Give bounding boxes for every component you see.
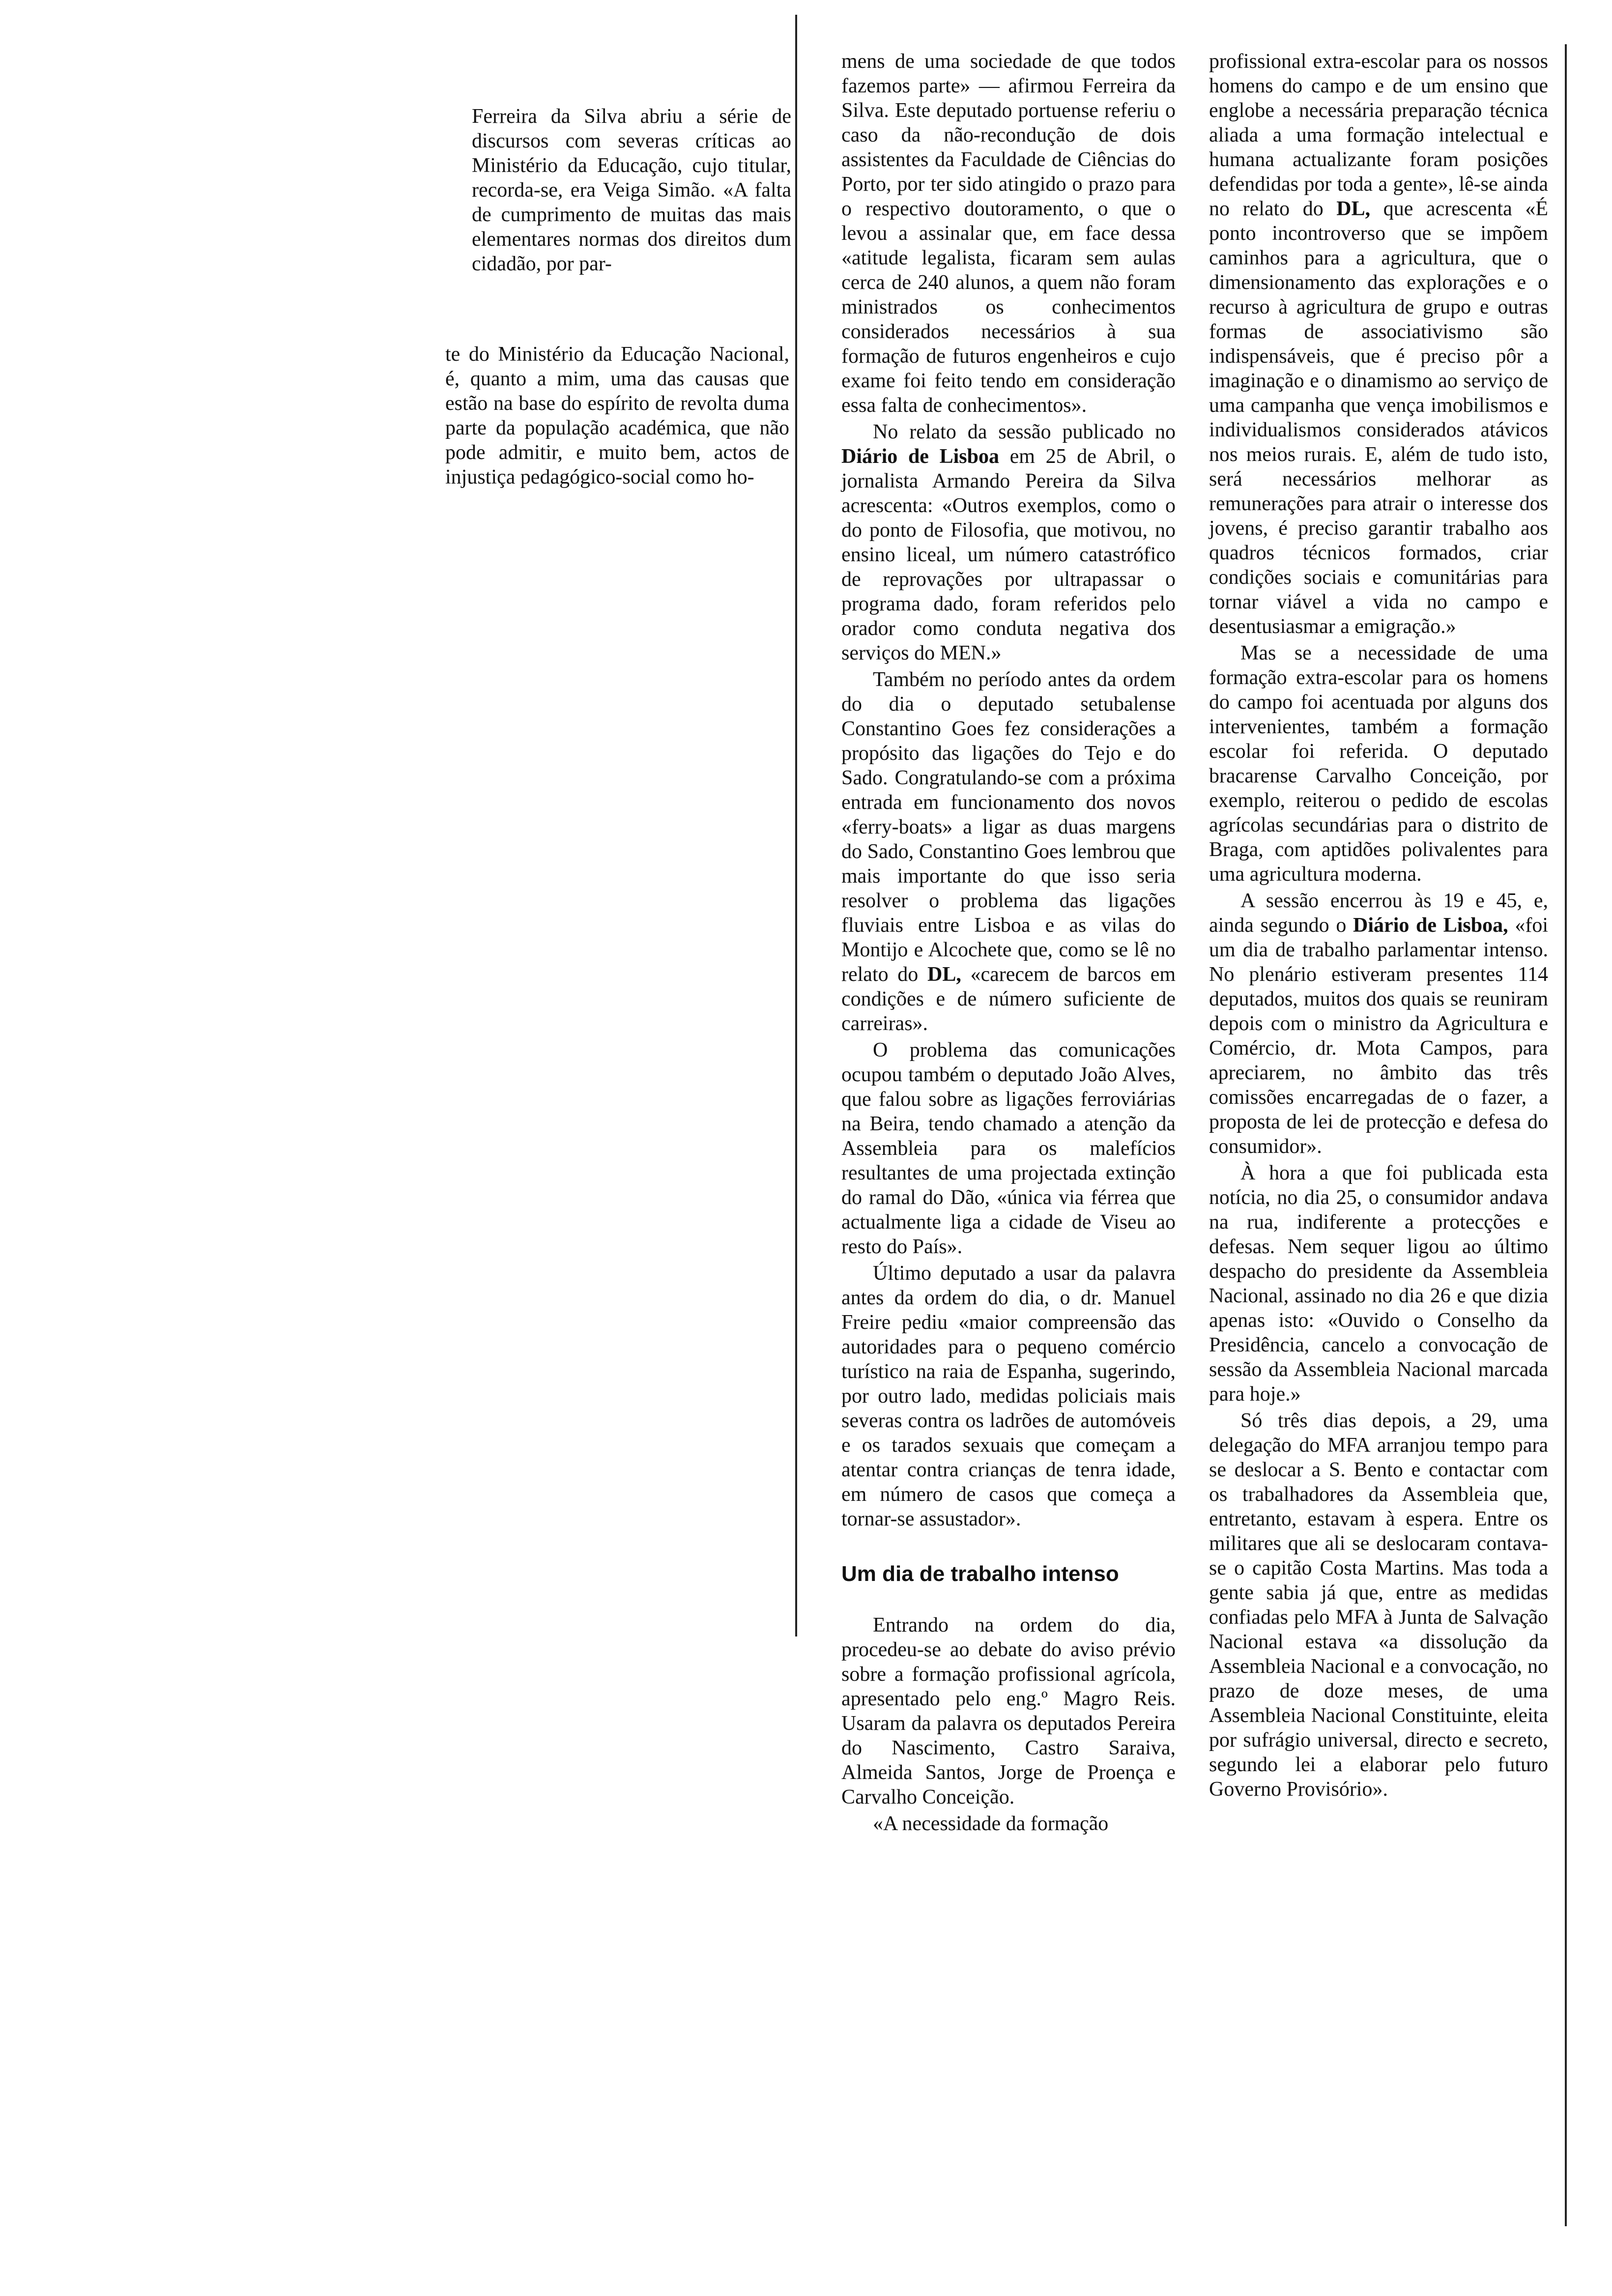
newspaper-name: Diário de Lisboa	[841, 445, 999, 468]
text-run: em 25 de Abril, o jornalista Armando Pereira da Silva acrescenta: «Outros exemplos, como o do ponto de Filosofia, que motivou, no ensino liceal, um número catastrófico de reprovações por ultrapassar o programa dado, foram referidos pelo orador como conduta negativa dos serviços do MEN.»	[841, 445, 1176, 664]
newspaper-abbrev: DL,	[927, 963, 961, 986]
text-run: que acrescenta «É ponto incontroverso que se impõem caminhos para a agricultura, que o dimensionamento das explorações e o recurso à agricultura de grupo e outras formas de associativismo são indispensáveis, que é preciso pôr a imaginação e o dinamismo ao serviço de uma campanha que vença imobilismos e individualismos considerados atávicos nos meios rurais. E, além de tudo isto, será necessários melhorar as remunerações para atrair o interesse dos jovens, é preciso garantir trabalho aos quadros técnicos formados, criar condições sociais e comunitárias para tornar viável a vida no campo e desentusiasmar a emigração.»	[1209, 198, 1548, 638]
text-run: No relato da sessão publicado no	[873, 421, 1176, 443]
text-run: «foi um dia de trabalho parlamentar intenso. No plenário estiveram presentes 114 deputados, muitos dos quais se reuniram depois com o ministro da Agricultura e Comércio, dr. Mota Campos, para apreciarem, no âmbito das três comissões encarregadas de o fazer, a proposta de lei de protecção e defesa do consumidor».	[1209, 914, 1548, 1158]
paragraph	[1209, 889, 1548, 1159]
left-column-block-a	[472, 104, 791, 276]
paragraph: O problema das comunicações ocupou também o deputado João Alves, que falou sobre as ligações ferroviárias na Beira, tendo chamado a atenção da Assembleia para os malefícios resultantes de uma projectada extinção do ramal do Dão, «única via férrea que actualmente liga a cidade de Viseu ao resto do País».	[841, 1039, 1176, 1258]
paragraph: Ferreira da Silva abriu a série de discursos com severas críticas ao Ministério da Educação, cujo titular, recorda-se, era Veiga Simão. «A falta de cumprimento de muitas das mais elementares normas dos direitos dum cidadão, por par-	[472, 105, 791, 275]
paragraph: «A necessidade da formação	[873, 1812, 1109, 1835]
paragraph: Último deputado a usar da palavra antes da ordem do dia, o dr. Manuel Freire pediu «maior compreensão das autoridades para o pequeno comércio turístico na raia de Espanha, sugerindo, por outro lado, medidas policiais mais severas contra os ladrões de automóveis e os tarados sexuais que começam a atentar contra crianças de tenra idade, em número de casos que começa a tornar-se assustador».	[841, 1262, 1176, 1530]
paragraph: mens de uma sociedade de que todos fazemos parte» — afirmou Ferreira da Silva. Este deputado portuense referiu o caso da não-recondução de dois assistentes da Faculdade de Ciências do Porto, por ter sido atingido o prazo para o respectivo doutoramento, o que o levou a assinalar que, em face dessa «atitude legalista, ficaram sem aulas cerca de 240 alunos, a quem não foram ministrados os conhecimentos considerados necessários à sua formação de futuros engenheiros e cujo exame foi feito tendo em consideração essa falta de conhecimentos».	[841, 50, 1176, 417]
newspaper-abbrev: DL,	[1336, 198, 1371, 220]
text-run: Também no período antes da ordem do dia o deputado setubalense Constantino Goes fez considerações a propósito das ligações do Tejo e do Sado. Congratulando-se com a próxima entrada em funcionamento dos novos «ferry-boats» a ligar as duas margens do Sado, Constantino Goes lembrou que mais importante do que isso seria resolver o problema das ligações fluviais entre Lisboa e as vilas do Montijo e Alcochete que, como se lê no relato do	[841, 668, 1176, 986]
paragraph	[1209, 49, 1548, 639]
paragraph: Entrando na ordem do dia, procedeu-se ao debate do aviso prévio sobre a formação profissional agrícola, apresentado pelo eng.º Magro Reis. Usaram da palavra os deputados Pereira do Nascimento, Castro Saraiva, Almeida Santos, Jorge de Proença e Carvalho Conceição.	[841, 1614, 1176, 1808]
paragraph	[841, 667, 1176, 1036]
column-rule-right	[1565, 44, 1567, 2226]
paragraph: À hora a que foi publicada esta notícia, no dia 25, o consumidor andava na rua, indiferente a protecções e defesas. Nem sequer ligou ao último despacho do presidente da Assembleia Nacional, assinado no dia 26 e que dizia apenas isto: «Ouvido o Conselho da Presidência, cancelo a convocação de sessão da Assembleia Nacional marcada para hoje.»	[1209, 1162, 1548, 1406]
paragraph	[841, 420, 1176, 665]
middle-column	[841, 49, 1176, 1836]
paragraph: Só três dias depois, a 29, uma delegação do MFA arranjou tempo para se deslocar a S. Bento e contactar com os trabalhadores da Assembleia que, entretanto, estavam à espera. Entre os militares que ali se deslocaram contava-se o capitão Costa Martins. Mas toda a gente sabia já que, entre as medidas confiadas pelo MFA à Junta de Salvação Nacional estava «a dissolução da Assembleia Nacional e a convocação, no prazo de doze meses, de uma Assembleia Nacional Constituinte, eleita por sufrágio universal, directo e secreto, segundo lei a elaborar pelo futuro Governo Provisório».	[1209, 1409, 1548, 1801]
newspaper-name: Diário de Lisboa,	[1353, 914, 1508, 937]
column-rule-left	[795, 15, 797, 1636]
left-column-block-b	[445, 342, 789, 489]
text-run: «carecem de barcos em condições e de número suficiente de carreiras».	[841, 963, 1176, 1035]
section-heading: Um dia de trabalho intenso	[841, 1562, 1119, 1586]
paragraph: Mas se a necessidade de uma formação extra-escolar para os homens do campo foi acentuada por alguns dos intervenientes, também a formação escolar foi referida. O deputado bracarense Carvalho Conceição, por exemplo, reiterou o pedido de escolas agrícolas secundárias para o distrito de Braga, com aptidões polivalentes para uma agricultura moderna.	[1209, 642, 1548, 886]
text-run: A sessão encerrou às 19 e 45, e, ainda segundo o	[1209, 890, 1548, 937]
text-run: profissional extra-escolar para os nossos homens do campo e de um ensino que englobe a necessária preparação técnica aliada a uma formação intelectual e humana actualizante foram posições defendidas por toda a gente», lê-se ainda no relato do	[1209, 50, 1548, 220]
right-column	[1209, 49, 1548, 1802]
paragraph: te do Ministério da Educação Nacional, é, quanto a mim, uma das causas que estão na base do espírito de revolta duma parte da população académica, que não pode admitir, e muito bem, actos de injustiça pedagógico-social como ho-	[445, 343, 789, 488]
